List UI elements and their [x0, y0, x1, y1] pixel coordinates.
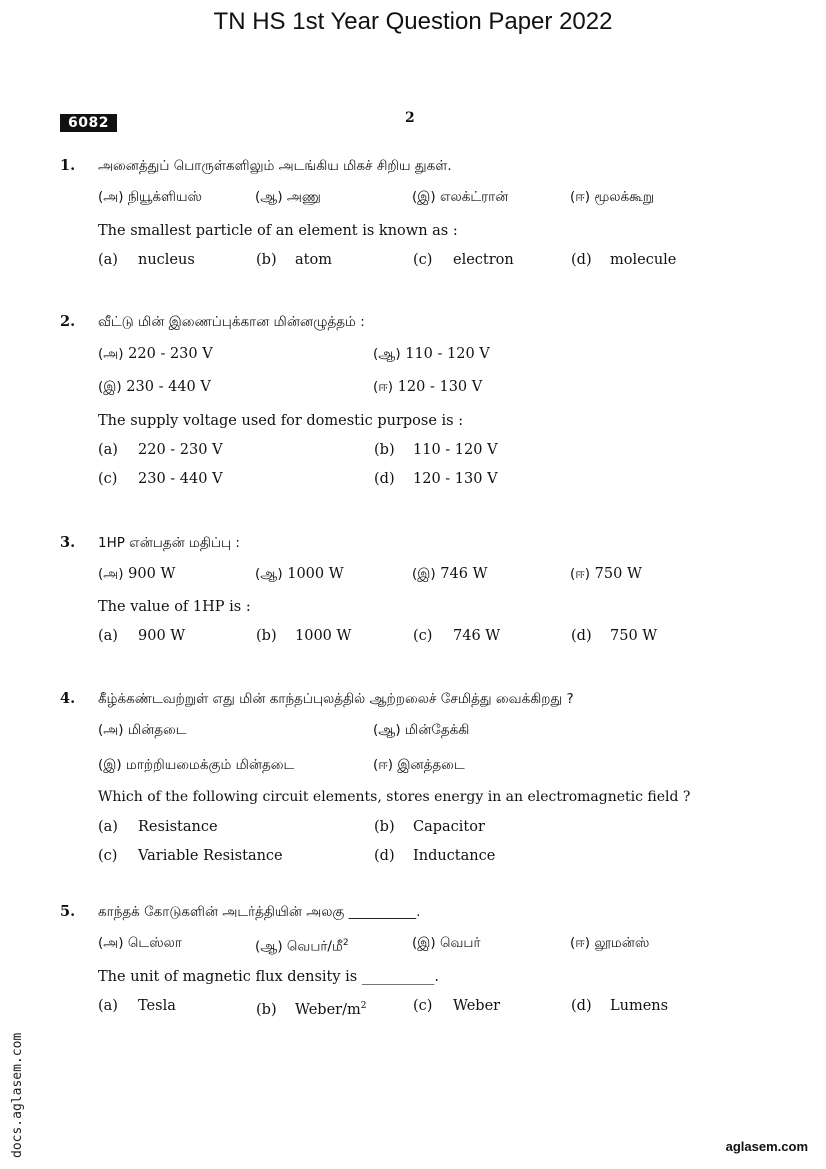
q1-en-option-a: [98, 250, 195, 270]
option-text: வெபர்: [439, 935, 481, 951]
option-label: (a): [98, 442, 118, 458]
option-label: (அ): [98, 566, 124, 582]
option-label: (அ): [98, 722, 124, 738]
option-label: (a): [98, 819, 118, 835]
option-text: Resistance: [138, 819, 218, 835]
option-text: 220 - 230 V: [138, 442, 223, 458]
q3-en-option-a: [98, 626, 185, 646]
option-text: 120 - 130 V: [413, 471, 498, 487]
option-text: Weber/m: [295, 1001, 361, 1018]
option-label: (d): [571, 628, 592, 644]
option-text: Lumens: [610, 998, 669, 1014]
option-label: (இ): [98, 379, 122, 395]
option-label: (b): [374, 442, 395, 458]
q5-ta-option-a: [98, 933, 182, 953]
option-text: வெபர்/மீ: [286, 938, 343, 955]
side-watermark: docs.aglasem.com: [10, 1032, 25, 1158]
superscript: 2: [342, 938, 349, 948]
option-label: (அ): [98, 189, 124, 205]
q5-en-option-d: [571, 996, 668, 1016]
q1-en-option-c: [413, 250, 514, 270]
option-label: (அ): [98, 346, 124, 362]
question-4-number: 4.: [60, 690, 76, 707]
option-label: (இ): [412, 189, 436, 205]
option-label: (ஈ): [373, 757, 394, 773]
option-text: 120 - 130 V: [397, 379, 483, 395]
page-header-title: TN HS 1st Year Question Paper 2022: [213, 8, 613, 35]
option-text: 750 W: [594, 566, 642, 582]
option-text: 230 - 440 V: [138, 471, 223, 487]
q2-en-option-a: [98, 440, 223, 460]
q1-en-option-d: [571, 250, 676, 270]
question-5-tamil-text: காந்தக் கோடுகளின் அடர்த்தியின் அலகு __________.: [98, 904, 421, 920]
q3-ta-option-b: [255, 564, 344, 584]
option-text: molecule: [610, 252, 677, 268]
q2-en-option-b: [374, 440, 498, 460]
paper-code-badge: 6082: [60, 114, 117, 132]
option-text: அணு: [286, 189, 321, 205]
q5-en-option-a: [98, 996, 176, 1016]
option-text: 1000 W: [287, 566, 344, 582]
option-label: (a): [98, 998, 118, 1014]
q2-en-option-d: [374, 469, 498, 489]
question-1-english-text: The smallest particle of an element is known as :: [98, 223, 458, 239]
q1-en-option-b: [256, 250, 332, 270]
question-1-tamil-text: அனைத்துப் பொருள்களிலும் அடங்கிய மிகச் சிறிய துகள்.: [98, 158, 452, 174]
q4-en-option-d: [374, 846, 495, 866]
q5-ta-option-b: [255, 933, 349, 957]
option-label: (b): [256, 1001, 277, 1018]
option-text: Weber: [453, 998, 501, 1014]
q4-ta-option-a: [98, 720, 187, 740]
question-4-english-text: Which of the following circuit elements, stores energy in an electromagnetic field ?: [98, 789, 691, 805]
option-label: (ஆ): [255, 189, 283, 205]
option-label: (d): [571, 252, 592, 268]
q1-ta-option-d: [570, 187, 654, 207]
option-label: (a): [98, 628, 118, 644]
option-text: 220 - 230 V: [128, 346, 213, 362]
q3-en-option-b: [256, 626, 351, 646]
option-label: (d): [571, 998, 592, 1014]
q2-ta-option-c: [98, 377, 211, 397]
question-1-number: 1.: [60, 157, 76, 174]
question-5-number: 5.: [60, 903, 76, 920]
q5-en-option-c: [413, 996, 500, 1016]
option-label: (c): [98, 471, 118, 487]
option-label: (ஈ): [373, 379, 394, 395]
question-5-english-text: The unit of magnetic flux density is __________.: [98, 969, 439, 985]
option-text: 900 W: [128, 566, 176, 582]
option-text: 750 W: [610, 628, 658, 644]
option-text: 230 - 440 V: [126, 379, 211, 395]
option-text: atom: [295, 252, 332, 268]
q4-ta-option-b: [373, 720, 469, 740]
option-label: (ஆ): [373, 346, 401, 362]
option-text: எலக்ட்ரான்: [439, 189, 509, 205]
option-label: (d): [374, 848, 395, 864]
question-3-tamil-text: 1HP என்பதன் மதிப்பு :: [98, 535, 240, 551]
option-text: 746 W: [440, 566, 488, 582]
q3-ta-option-c: [412, 564, 487, 584]
question-3-english-text: The value of 1HP is :: [98, 599, 251, 615]
q4-en-option-c: [98, 846, 283, 866]
q4-en-option-a: [98, 817, 218, 837]
option-label: (ஆ): [255, 938, 283, 955]
option-text: டெஸ்லா: [127, 935, 182, 951]
option-text: இனத்தடை: [397, 757, 465, 773]
option-text: 746 W: [453, 628, 501, 644]
q5-ta-option-c: [412, 933, 481, 953]
q2-ta-option-a: [98, 344, 213, 364]
q3-ta-option-a: [98, 564, 175, 584]
option-text: மின்தடை: [127, 722, 187, 738]
option-label: (c): [413, 628, 433, 644]
option-text: 110 - 120 V: [405, 346, 490, 362]
q4-ta-option-c: [98, 755, 294, 775]
option-label: (b): [256, 628, 277, 644]
q2-ta-option-b: [373, 344, 490, 364]
footer-brand: aglasem.com: [725, 1139, 808, 1154]
option-text: 110 - 120 V: [413, 442, 498, 458]
option-label: (அ): [98, 935, 124, 951]
option-text: மின்தேக்கி: [404, 722, 470, 738]
option-label: (c): [413, 998, 433, 1014]
option-text: Capacitor: [413, 819, 485, 835]
option-label: (இ): [412, 935, 436, 951]
option-text: Variable Resistance: [138, 848, 283, 864]
q4-ta-option-d: [373, 755, 465, 775]
option-label: (ஈ): [570, 566, 591, 582]
option-label: (இ): [98, 757, 122, 773]
question-2-english-text: The supply voltage used for domestic purpose is :: [98, 413, 464, 429]
option-text: 900 W: [138, 628, 186, 644]
q2-ta-option-d: [373, 377, 482, 397]
question-2-number: 2.: [60, 313, 76, 330]
q4-en-option-b: [374, 817, 485, 837]
question-3-number: 3.: [60, 534, 76, 551]
option-text: Inductance: [413, 848, 496, 864]
q5-ta-option-d: [570, 933, 649, 953]
q3-en-option-d: [571, 626, 657, 646]
q2-en-option-c: [98, 469, 223, 489]
option-text: மூலக்கூறு: [594, 189, 654, 205]
q1-ta-option-a: [98, 187, 202, 207]
option-label: (c): [98, 848, 118, 864]
option-label: (ஆ): [255, 566, 283, 582]
question-4-tamil-text: கீழ்க்கண்டவற்றுள் எது மின் காந்தப்புலத்தில் ஆற்றலைச் சேமித்து வைக்கிறது ?: [98, 691, 574, 707]
option-text: மாற்றியமைக்கும் மின்தடை: [125, 757, 295, 773]
page-number: 2: [405, 110, 415, 126]
q1-ta-option-c: [412, 187, 508, 207]
option-text: Tesla: [138, 998, 176, 1014]
q3-ta-option-d: [570, 564, 642, 584]
option-label: (b): [374, 819, 395, 835]
question-2-tamil-text: வீட்டு மின் இணைப்புக்கான மின்னழுத்தம் :: [98, 314, 365, 330]
option-label: (c): [413, 252, 433, 268]
q5-en-option-b: [256, 996, 366, 1020]
option-text: லூமன்ஸ்: [594, 935, 650, 951]
option-label: (இ): [412, 566, 436, 582]
option-label: (ஈ): [570, 935, 591, 951]
q1-ta-option-b: [255, 187, 321, 207]
q3-en-option-c: [413, 626, 500, 646]
option-text: 1000 W: [295, 628, 352, 644]
option-text: நியூக்ளியஸ்: [127, 189, 203, 205]
option-text: electron: [453, 252, 514, 268]
option-label: (a): [98, 252, 118, 268]
option-label: (d): [374, 471, 395, 487]
option-text: nucleus: [138, 252, 195, 268]
option-label: (ஆ): [373, 722, 401, 738]
option-label: (b): [256, 252, 277, 268]
superscript: 2: [360, 1001, 367, 1011]
option-label: (ஈ): [570, 189, 591, 205]
